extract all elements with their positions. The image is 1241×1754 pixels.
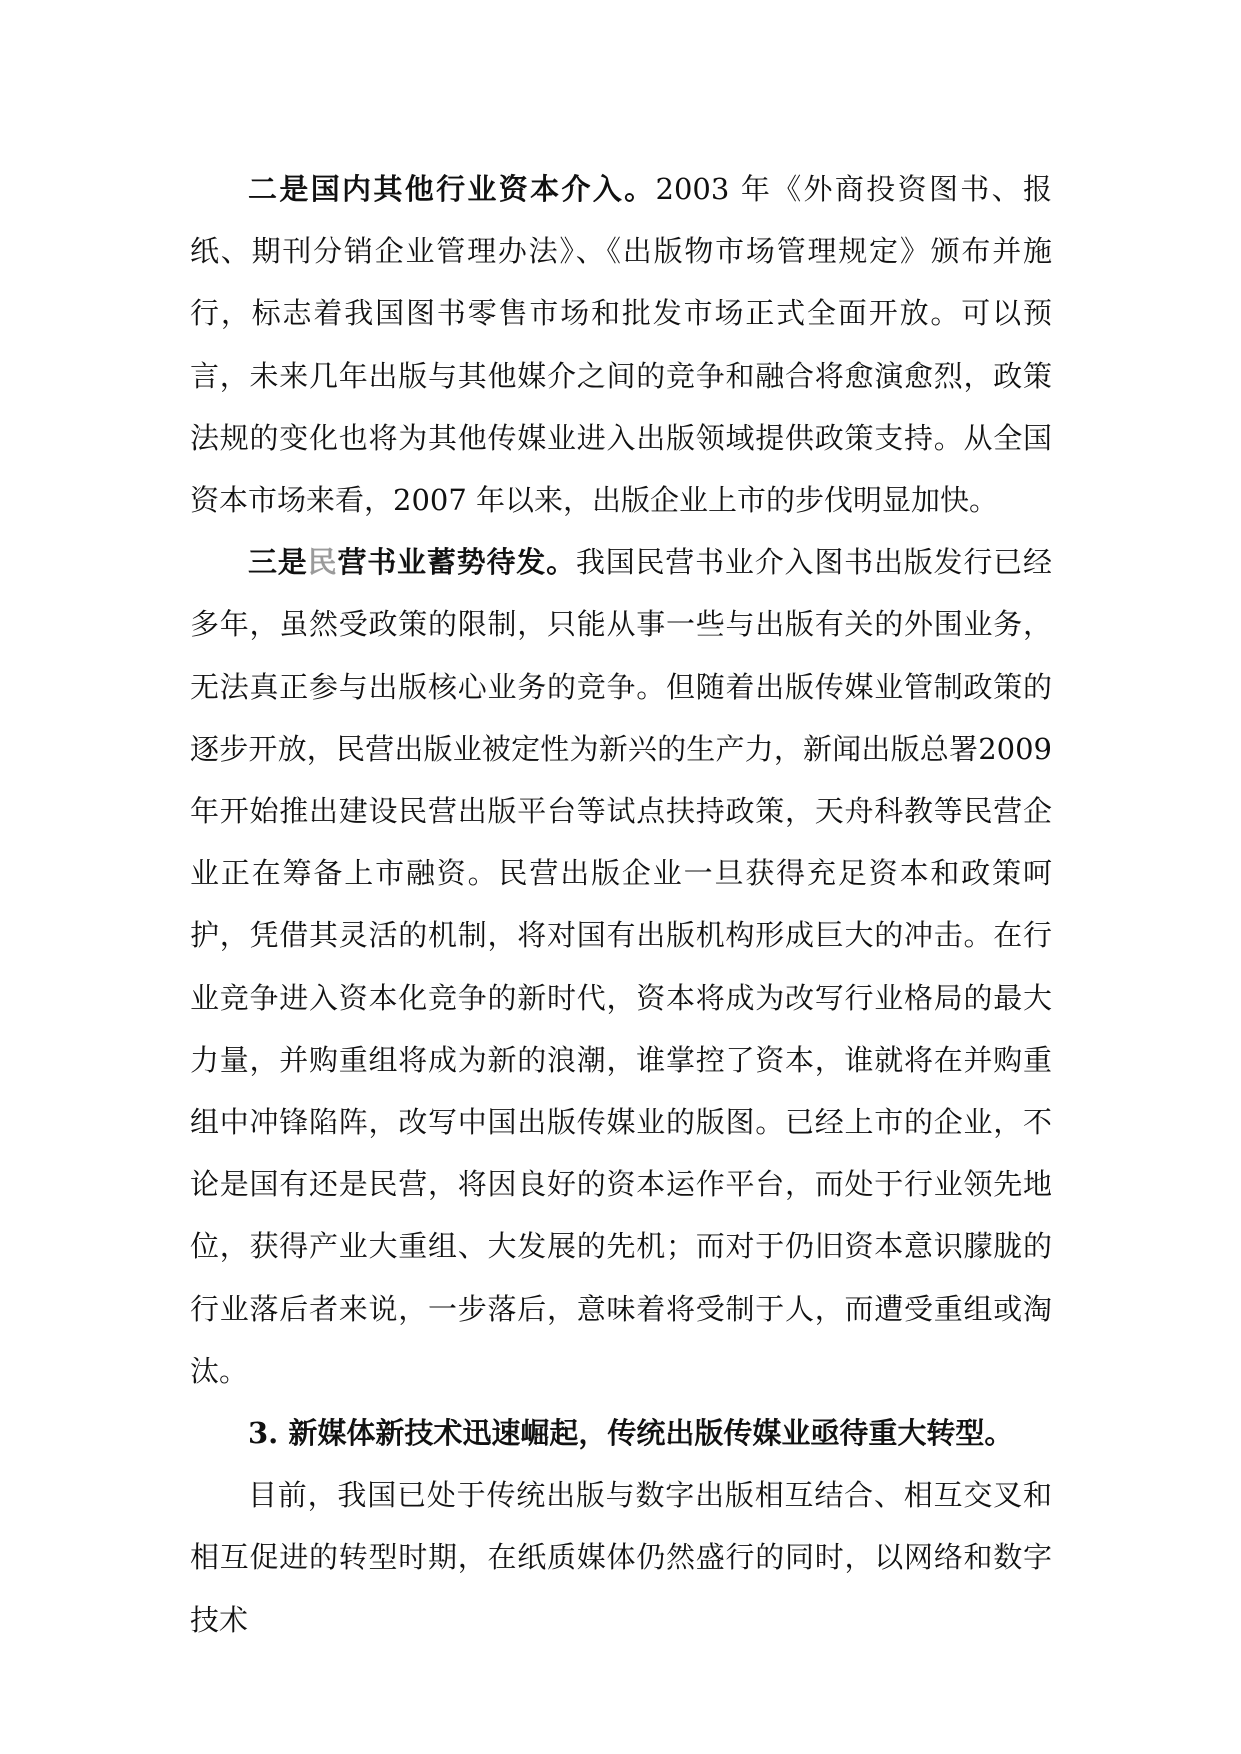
paragraph-text: 2003 年《外商投资图书、报纸、期刊分销企业管理办法》、《出版物市场管理规定》颁布并施行，标志着我国图书零售市场和批发市场正式全面开放。可以预言，未来几年出版与其他媒介之间的竞争和融合将愈演愈烈，政策法规的变化也将为其他传媒业进入出版领域提供政策支持。从全国资本市场来看，2007 年以来，出版企业上市的步伐明显加快。 — [190, 172, 1052, 518]
paragraph-domestic-capital — [190, 158, 1052, 531]
document-body — [190, 158, 1052, 1651]
section-heading: 3. 新媒体新技术迅速崛起，传统出版传媒业亟待重大转型。 — [248, 1416, 1014, 1451]
paragraph-private-publishing — [190, 531, 1052, 1402]
paragraph-lead-part: 营书业蓄势待发。 — [337, 545, 576, 580]
paragraph-text: 我国民营书业介入图书出版发行已经多年，虽然受政策的限制，只能从事一些与出版有关的外围业务，无法真正参与出版核心业务的竞争。但随着出版传媒业管制政策的逐步开放，民营出版业被定性为新兴的生产力，新闻出版总署2009 年开始推出建设民营出版平台等试点扶持政策，天舟科教等民营企业正在筹备上市融资。民营出版企业一旦获得充足资本和政策呵护，凭借其灵活的机制，将对国有出版机构形成巨大的冲击。在行业竞争进入资本化竞争的新时代，资本将成为改写行业格局的最大力量，并购重组将成为新的浪潮，谁掌控了资本，谁就将在并购重组中冲锋陷阵，改写中国出版传媒业的版图。已经上市的企业，不论是国有还是民营，将因良好的资本运作平台，而处于行业领先地位，获得产业大重组、大发展的先机；而对于仍旧资本意识朦胧的行业落后者来说，一步落后，意味着将受制于人，而遭受重组或淘汰。 — [190, 545, 1052, 1388]
paragraph-lead-part: 三是 — [248, 545, 308, 580]
paragraph-digital-transition — [190, 1464, 1052, 1651]
paragraph-text: 目前，我国已处于传统出版与数字出版相互结合、相互交叉和相互促进的转型时期，在纸质媒体仍然盛行的同时，以网络和数字技术 — [190, 1478, 1052, 1637]
paragraph-lead — [248, 545, 576, 579]
paragraph-lead-faded-char: 民 — [307, 545, 338, 580]
paragraph-lead: 二是国内其他行业资本介入。 — [248, 172, 656, 206]
